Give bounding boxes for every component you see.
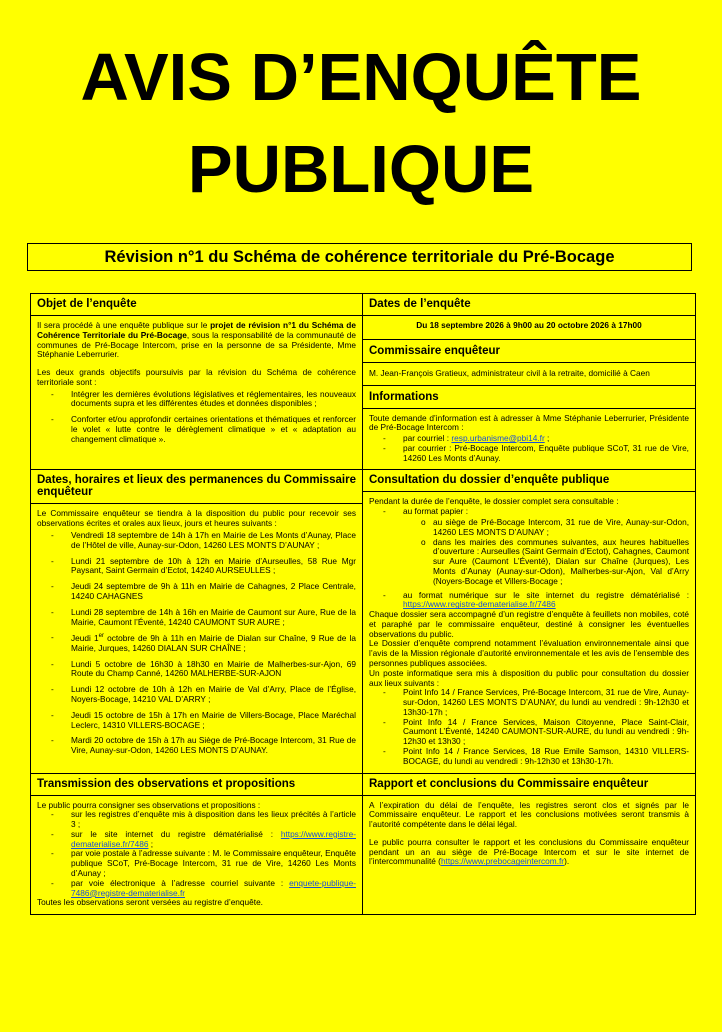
- item-text: par voie électronique à l’adresse courriel suivante :: [71, 877, 290, 888]
- consultation-body: [363, 492, 695, 772]
- consultation-list: [369, 507, 689, 610]
- dates-section: [363, 294, 696, 470]
- subtitle: Révision n°1 du Schéma de cohérence territoriale du Pré-Bocage: [27, 243, 692, 271]
- sublist-item: o dans les mairies des communes suivantes, aux heures habituelles d’ouverture : Aurseulles (Saint Germain d’Ectot), Cahagnes, Caumont sur Aure (Caumont L’Éventé), Dialan sur Chaîne (Jurques), Les Monts d’Aunay (Aunay-sur-Odon), Malherbes-sur-Ajon, Val d’Arry (Noyers-Bocage et Villers-Bocage ;: [421, 538, 689, 587]
- item-sup: er: [98, 633, 104, 640]
- item-text: au format papier :: [403, 506, 469, 517]
- objet-body: [31, 316, 362, 451]
- notice-table: [30, 293, 696, 915]
- rapport-header: Rapport et conclusions du Commissaire enquêteur: [363, 774, 695, 796]
- registre-link[interactable]: https://www.registre-dematerialise.fr/7486: [71, 828, 356, 849]
- rapport-text: Le public pourra consulter le rapport et les conclusions du Commissaire enquêteur pendant un an au siège de Pré-Bocage Intercom et sur le site internet de l’intercommunalité (: [369, 836, 689, 867]
- dates-value: Du 18 septembre 2026 à 9h00 au 20 octobre 2026 à 17h00: [416, 320, 642, 330]
- permanences-header: Dates, horaires et lieux des permanences du Commissaire enquêteur: [31, 470, 362, 504]
- item-text-rest: octobre de 9h à 11h en Mairie de Dialan sur Chaîne, 9 Rue de la Mairie, Jurques, 14260 DIALAN SUR CHAÎNE ;: [71, 633, 356, 653]
- transmission-list: [37, 810, 356, 898]
- list-item: [391, 507, 689, 586]
- transmission-outro: Toutes les observations seront versées au registre d’enquête.: [37, 897, 263, 908]
- rapport-p2: [369, 838, 689, 867]
- list-item: - par voie postale à l’adresse suivante : M. le Commissaire enquêteur, Enquête publique SCoT, Pré-Bocage Intercom, 31 rue de Vire, 14260 Les Monts d’Aunay ;: [59, 849, 356, 878]
- list-item: - sur les registres d’enquête mis à disposition dans les lieux précités à l’article 3 ;: [59, 810, 356, 830]
- sublist-item: o au siège de Pré-Bocage Intercom, 31 rue de Vire, Aunay-sur-Odon, 14260 LES MONTS D’AUNAY ;: [421, 518, 689, 538]
- list-item: - Lundi 5 octobre de 16h30 à 18h30 en Mairie de Malherbes-sur-Ajon, 69 Route du Champ Canné, 14260 MALHERBE-SUR-AJON: [59, 660, 356, 680]
- item-text: au format numérique sur le site internet du registre dématérialisé :: [403, 589, 689, 600]
- rapport-body: [363, 796, 695, 874]
- permanences-body: [31, 504, 362, 761]
- list-item: [59, 830, 356, 850]
- transmission-section: [31, 773, 363, 915]
- list-item: - Lundi 12 octobre de 10h à 12h en Mairie de Val d’Arry, Place de l’Église, Noyers-Bocage, 14210 VAL D’ARRY ;: [59, 685, 356, 705]
- papier-sublist: [403, 518, 689, 586]
- informations-header: Informations: [363, 385, 695, 409]
- rapport-section: [363, 773, 696, 915]
- email-link[interactable]: resp.urbanisme@pbi14.fr: [451, 433, 545, 444]
- email-link[interactable]: enquete-publique-7486@registre-dematerialise.fr: [71, 877, 356, 898]
- title-line-1: AVIS D’ENQUÊTE: [80, 40, 642, 115]
- consultation-p3: Le Dossier d’enquête comprend notamment l’évaluation environnementale ainsi que l’avis de la Mission régionale d’autorité environnementale et les avis de l’ensemble des personnes publiques associées.: [369, 638, 689, 668]
- transmission-body: [31, 796, 362, 915]
- list-item: - Lundi 28 septembre de 14h à 16h en Mairie de Caumont sur Aure, Rue de la Mairie, Caumont l’Éventé, 14240 CAUMONT SUR AURE ;: [59, 608, 356, 628]
- list-item: - Point Info 14 / France Services, Maison Citoyenne, Place Saint-Clair, Caumont L’Éventé, 14240 CAUMONT-SUR-AURE, du lundi au vendredi : 9h-12h30 et 13h30 ;: [391, 718, 689, 747]
- objet-objectives-list: [37, 390, 356, 445]
- commissaire-value: M. Jean-François Gratieux, administrateur civil à la retraite, domicilié à Caen: [369, 367, 650, 378]
- item-text: Jeudi 1: [71, 633, 99, 644]
- dates-header: Dates de l’enquête: [363, 294, 695, 316]
- commissaire-header: Commissaire enquêteur: [363, 339, 695, 363]
- list-item: - Mardi 20 octobre de 15h à 17h au Siège de Pré-Bocage Intercom, 31 Rue de Vire, Aunay-sur-Odon, 14260 LES MONTS D’AUNAY.: [59, 736, 356, 756]
- transmission-header: Transmission des observations et propositions: [31, 774, 362, 796]
- list-item: - Vendredi 18 septembre de 14h à 17h en Mairie de Les Monts d’Aunay, Place de l’Hôtel de ville, Aunay-sur-Odon, 14260 LES MONTS D’AUNAY ;: [59, 531, 356, 551]
- list-item: [391, 591, 689, 611]
- rapport-p1: A l’expiration du délai de l’enquête, les registres seront clos et signés par le Commissaire enquêteur. Le rapport et les conclusions motivées seront transmis à l’autorité compétente dans le délai légal.: [369, 799, 689, 830]
- list-item: - Jeudi 24 septembre de 9h à 11h en Mairie de Cahagnes, 2 Place Centrale, 14240 CAHAGNES: [59, 582, 356, 602]
- objet-section: [31, 294, 363, 470]
- postes-list: [369, 688, 689, 766]
- consultation-section: [363, 470, 696, 773]
- informations-intro: Toute demande d’information est à adresser à Mme Stéphanie Leberrurier, Présidente de Pré-Bocage Intercom :: [369, 412, 689, 433]
- permanences-list: [37, 531, 356, 756]
- email-prefix: par courriel :: [403, 433, 452, 444]
- consultation-p4: Un poste informatique sera mis à disposition du public pour consultation du dossier aux lieux suivants :: [369, 667, 689, 688]
- objet-text-a: Il sera procédé à une enquête publique sur le: [37, 320, 211, 330]
- list-item: - par courrier : Pré-Bocage Intercom, Enquête publique SCoT, 31 rue de Vire, 14260 Les Monts d’Aunay.: [391, 444, 689, 464]
- list-item: - Point Info 14 / France Services, Pré-Bocage Intercom, 31 rue de Vire, Aunay-sur-Odon, 14260 LES MONTS D’AUNAY, du lundi au vendredi : 9h-12h30 et 13h30-17h ;: [391, 688, 689, 717]
- email-suffix: ;: [544, 433, 550, 444]
- permanences-section: [31, 470, 363, 773]
- consultation-header: Consultation du dossier d’enquête publique: [363, 470, 695, 492]
- objet-header: Objet de l’enquête: [31, 294, 362, 316]
- consultation-intro: Pendant la durée de l’enquête, le dossier complet sera consultable :: [369, 496, 619, 507]
- registre-link[interactable]: https://www.registre-dematerialise.fr/7486: [403, 599, 556, 610]
- objet-text-bold: projet de révision n°1 du Schéma de Cohérence Territoriale du Pré-Bocage: [37, 320, 356, 340]
- list-item: - Point Info 14 / France Services, 18 Rue Emile Samson, 14310 VILLERS-BOCAGE, du lundi au vendredi : 9h-12h30 et 13h30-17h.: [391, 747, 689, 767]
- title-line-2: PUBLIQUE: [187, 132, 535, 207]
- item-suffix: ;: [148, 838, 154, 849]
- informations-body: [363, 409, 695, 470]
- list-item: - Jeudi 15 octobre de 15h à 17h en Mairie de Villers-Bocage, Place Maréchal Leclerc, 14310 VILLERS-BOCAGE ;: [59, 711, 356, 731]
- consultation-p2: Chaque dossier sera accompagné d’un registre d’enquête à feuillets non mobiles, coté et paraphé par le commissaire enquêteur, destiné à consigner les éventuelles observations du public.: [369, 609, 689, 639]
- list-item: [59, 879, 356, 899]
- list-item: - Intégrer les dernières évolutions législatives et réglementaires, les nouveaux documents supra et les différentes études et données disponibles ;: [59, 390, 356, 410]
- objet-objectives-intro: Les deux grands objectifs poursuivis par la révision du Schéma de cohérence territoriale sont :: [37, 367, 356, 387]
- website-link[interactable]: https://www.prebocageintercom.fr: [440, 856, 565, 867]
- permanences-intro: Le Commissaire enquêteur se tiendra à la disposition du public pour recevoir ses observations écrites et orales aux lieux, jours et heures suivants :: [37, 508, 356, 529]
- list-item: - Lundi 21 septembre de 10h à 12h en Mairie d’Aurseulles, 58 Rue Mgr Paysant, Saint Germain d’Ectot, 14240 AURSEULLES ;: [59, 557, 356, 577]
- list-item: - Conforter et/ou approfondir certaines orientations et thématiques et renforcer le volet « lutte contre le dérèglement climatique » et « adaptation au changement climatique ».: [59, 415, 356, 444]
- transmission-intro: Le public pourra consigner ses observations et propositions :: [37, 799, 261, 810]
- item-text: sur le site internet du registre dématérialisé :: [71, 828, 281, 839]
- informations-list: [369, 434, 689, 463]
- rapport-suffix: ).: [564, 856, 570, 867]
- list-item: [59, 633, 356, 653]
- objet-text-c: , sous la responsabilité de la communauté de communes de Pré-Bocage Intercom, prise en la personne de sa Présidente, Mme Stéphanie Leberrurier.: [37, 329, 356, 360]
